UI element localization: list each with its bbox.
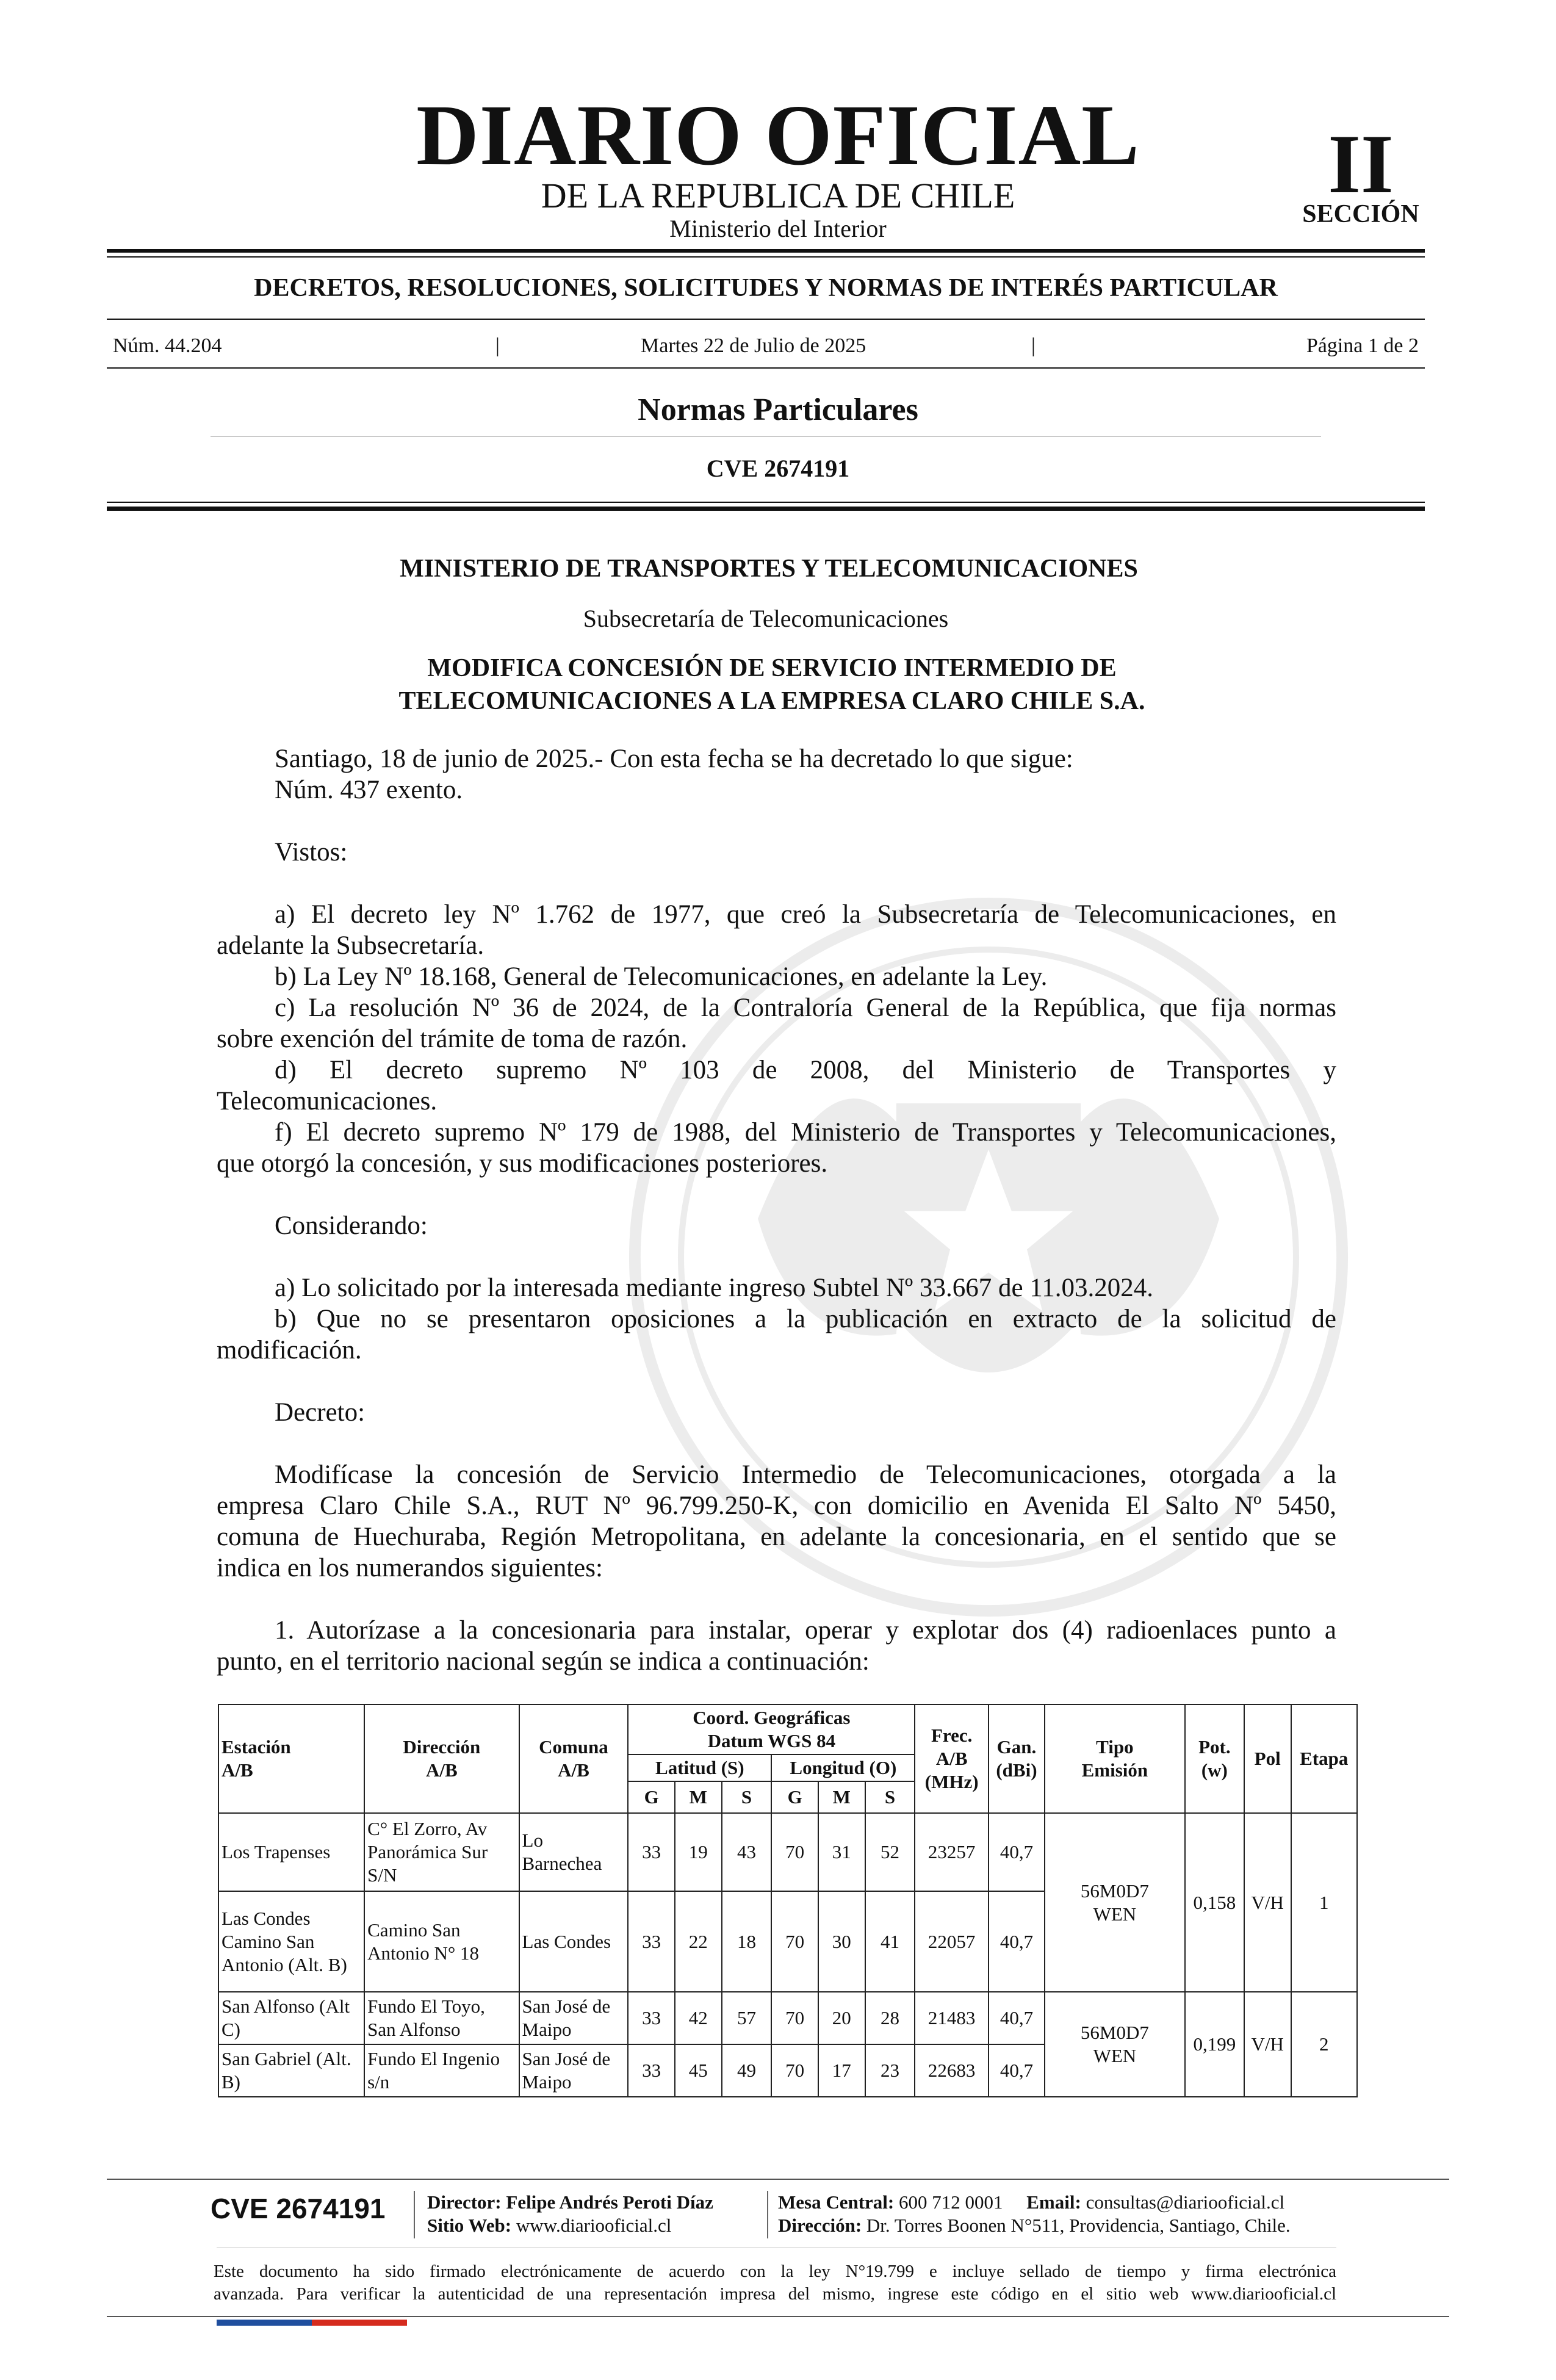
intro-line: Núm. 437 exento. (275, 776, 463, 804)
cell-lat-s: 57 (722, 1992, 772, 2044)
cell-frec: 21483 (915, 1992, 989, 2044)
footer-director-block (427, 2191, 713, 2237)
table-row (218, 1813, 1357, 1891)
director-name: Felipe Andrés Peroti Díaz (506, 2191, 713, 2213)
cell-potencia: 0,158 (1185, 1813, 1244, 1992)
cell-frec: 22683 (915, 2044, 989, 2097)
visto-c-cont: sobre exención del trámite de toma de razón. (217, 1025, 688, 1053)
decreto-line: Modifícase la concesión de Servicio Intermedio de Telecomunicaciones, otorgada a la (275, 1460, 1336, 1489)
header-estacion: Estación A/B (218, 1704, 364, 1813)
newspaper-ministry: Ministerio del Interior (669, 215, 887, 242)
masthead-rule-thick (107, 249, 1425, 253)
decree-body (217, 743, 1336, 1677)
mesa-value: 600 712 0001 (899, 2191, 1003, 2213)
header-latitud: Latitud (S) (628, 1754, 771, 1781)
address-value: Dr. Torres Boonen N°511, Providencia, Santiago, Chile. (866, 2215, 1291, 2236)
header-pol: Pol (1244, 1704, 1291, 1813)
mesa-label: Mesa Central: (778, 2191, 895, 2213)
decreto-heading: Decreto: (275, 1398, 366, 1427)
radiolink-table (218, 1704, 1358, 2097)
footer-bottom-rule (107, 2316, 1449, 2317)
director-label: Director: (427, 2191, 502, 2213)
newspaper-title: DIARIO OFICIAL (416, 87, 1140, 183)
issue-bar (113, 334, 1419, 359)
visto-f-cont: que otorgó la concesión, y sus modificaciones posteriores. (217, 1149, 828, 1178)
cve-code: CVE 2674191 (706, 455, 850, 482)
cell-etapa: 2 (1291, 1992, 1357, 2097)
cell-lat-m: 22 (675, 1891, 722, 1992)
header-g: G (771, 1781, 818, 1813)
cell-lon-g: 70 (771, 1813, 818, 1891)
legal-notice (214, 2260, 1336, 2306)
cell-lat-g: 33 (628, 1813, 675, 1891)
header-coordinates: Coord. Geográficas Datum WGS 84 (628, 1704, 915, 1754)
page-section-title: Normas Particulares (638, 392, 918, 427)
decree-title-line: TELECOMUNICACIONES A LA EMPRESA CLARO CHILE S.A. (398, 687, 1145, 715)
decreto-line: empresa Claro Chile S.A., RUT Nº 96.799.250-K, con domicilio en Avenida El Salto Nº 5450, (217, 1491, 1336, 1520)
cell-lon-g: 70 (771, 1992, 818, 2044)
cell-direccion: C° El Zorro, Av Panorámica Sur S/N (364, 1813, 519, 1891)
category-heading: DECRETOS, RESOLUCIONES, SOLICITUDES Y NORMAS DE INTERÉS PARTICULAR (254, 274, 1278, 302)
header-ganancia: Gan. (dBi) (989, 1704, 1045, 1813)
cell-lat-m: 45 (675, 2044, 722, 2097)
content-rule-thick (107, 507, 1425, 511)
web-link[interactable]: www.diariooficial.cl (516, 2215, 672, 2236)
visto-b: b) La Ley Nº 18.168, General de Telecomunicaciones, en adelante la Ley. (275, 962, 1048, 991)
cell-comuna: Las Condes (519, 1891, 629, 1992)
flag-color-bar (217, 2320, 407, 2326)
item1-line: punto, en el territorio nacional según se indica a continuación: (217, 1647, 870, 1676)
cell-gan: 40,7 (989, 2044, 1045, 2097)
section-number: II (1328, 117, 1394, 211)
footer-cve-code: CVE 2674191 (211, 2193, 386, 2224)
email-link[interactable]: consultas@diariooficial.cl (1086, 2191, 1285, 2213)
flag-blue-segment (217, 2320, 312, 2326)
ministry-heading: MINISTERIO DE TRANSPORTES Y TELECOMUNICACIONES (400, 555, 1138, 583)
header-comuna: Comuna A/B (519, 1704, 629, 1813)
issue-number: Núm. 44.204 (113, 334, 222, 357)
cell-direccion: Fundo El Toyo, San Alfonso (364, 1992, 519, 2044)
cell-gan: 40,7 (989, 1813, 1045, 1891)
cell-gan: 40,7 (989, 1992, 1045, 2044)
cell-lon-s: 52 (865, 1813, 915, 1891)
cell-lon-m: 20 (818, 1992, 865, 2044)
cell-lon-g: 70 (771, 2044, 818, 2097)
cell-lat-s: 49 (722, 2044, 772, 2097)
cell-lon-s: 41 (865, 1891, 915, 1992)
legal-line: avanzada. Para verificar la autenticidad de una representación impresa del mismo, ingrese este código en el sitio web www.diariooficial.cl (214, 2284, 1336, 2304)
cell-pol: V/H (1244, 1992, 1291, 2097)
content-rule-thin (107, 502, 1425, 503)
cell-pol: V/H (1244, 1813, 1291, 1992)
cell-lat-m: 42 (675, 1992, 722, 2044)
footer-divider (767, 2191, 768, 2238)
cell-tipo-emision: 56M0D7 WEN (1045, 1813, 1185, 1992)
cell-lat-m: 19 (675, 1813, 722, 1891)
visto-f: f) El decreto supremo Nº 179 de 1988, del Ministerio de Transportes y Telecomunicaciones, (275, 1118, 1336, 1147)
considerando-a: a) Lo solicitado por la interesada mediante ingreso Subtel Nº 33.667 de 11.03.2024. (275, 1274, 1153, 1302)
considerando-b-cont: modificación. (217, 1336, 362, 1365)
cell-lat-s: 18 (722, 1891, 772, 1992)
masthead-rule-thin (107, 256, 1425, 258)
visto-c: c) La resolución Nº 36 de 2024, de la Contraloría General de la República, que fija normas (275, 993, 1336, 1022)
cell-lat-s: 43 (722, 1813, 772, 1891)
cell-comuna: Lo Barnechea (519, 1813, 629, 1891)
cell-frec: 23257 (915, 1813, 989, 1891)
flag-red-segment (312, 2320, 407, 2326)
cell-gan: 40,7 (989, 1891, 1045, 1992)
cell-lon-m: 31 (818, 1813, 865, 1891)
header-s: S (865, 1781, 915, 1813)
cell-lat-g: 33 (628, 1891, 675, 1992)
issue-separator: | (495, 334, 500, 357)
subsecretaria: Subsecretaría de Telecomunicaciones (583, 605, 949, 632)
header-frecuencia: Frec. A/B (MHz) (915, 1704, 989, 1813)
cell-direccion: Camino San Antonio N° 18 (364, 1891, 519, 1992)
footer-divider (414, 2191, 415, 2238)
cell-potencia: 0,199 (1185, 1992, 1244, 2097)
header-g: G (628, 1781, 675, 1813)
header-m: M (675, 1781, 722, 1813)
cell-lon-m: 30 (818, 1891, 865, 1992)
decreto-line: comuna de Huechuraba, Región Metropolitana, en adelante la concesionaria, en el sentido que se (217, 1523, 1336, 1551)
cell-lon-m: 17 (818, 2044, 865, 2097)
section-word: SECCIÓN (1302, 200, 1419, 228)
issue-separator: | (1031, 334, 1036, 357)
intro-line: Santiago, 18 de junio de 2025.- Con esta fecha se ha decretado lo que sigue: (275, 745, 1073, 773)
visto-a: a) El decreto ley Nº 1.762 de 1977, que creó la Subsecretaría de Telecomunicaciones, en (275, 900, 1336, 929)
issue-rule (107, 367, 1425, 369)
cell-lon-s: 28 (865, 1992, 915, 2044)
cell-estacion: Las Condes Camino San Antonio (Alt. B) (218, 1891, 364, 1992)
header-etapa: Etapa (1291, 1704, 1357, 1813)
considerando-heading: Considerando: (275, 1211, 428, 1240)
header-s: S (722, 1781, 772, 1813)
header-direccion: Dirección A/B (364, 1704, 519, 1813)
header-longitud: Longitud (O) (771, 1754, 915, 1781)
header-potencia: Pot. (w) (1185, 1704, 1244, 1813)
footer-contact-block (778, 2191, 1291, 2237)
email-label: Email: (1026, 2191, 1081, 2213)
cell-tipo-emision: 56M0D7 WEN (1045, 1992, 1185, 2097)
section-underline (211, 436, 1321, 437)
visto-a-cont: adelante la Subsecretaría. (217, 931, 484, 960)
cell-lon-g: 70 (771, 1891, 818, 1992)
cell-estacion: Los Trapenses (218, 1813, 364, 1891)
visto-d-cont: Telecomunicaciones. (217, 1087, 438, 1116)
decreto-line: indica en los numerandos siguientes: (217, 1554, 603, 1582)
cell-estacion: San Alfonso (Alt C) (218, 1992, 364, 2044)
category-rule (107, 319, 1425, 320)
header-tipo-emision: Tipo Emisión (1045, 1704, 1185, 1813)
legal-line: Este documento ha sido firmado electrónicamente de acuerdo con la ley N°19.799 e incluye sellado de tiempo y firma electrónica (214, 2262, 1336, 2281)
visto-d: d) El decreto supremo Nº 103 de 2008, del Ministerio de Transportes y (275, 1056, 1336, 1084)
cell-etapa: 1 (1291, 1813, 1357, 1992)
decree-title (244, 652, 1300, 718)
header-m: M (818, 1781, 865, 1813)
cell-frec: 22057 (915, 1891, 989, 1992)
issue-date: Martes 22 de Julio de 2025 (641, 334, 866, 357)
web-label: Sitio Web: (427, 2215, 512, 2236)
address-label: Dirección: (778, 2215, 862, 2236)
cell-estacion: San Gabriel (Alt. B) (218, 2044, 364, 2097)
cell-lat-g: 33 (628, 2044, 675, 2097)
cell-lat-g: 33 (628, 1992, 675, 2044)
cell-direccion: Fundo El Ingenio s/n (364, 2044, 519, 2097)
footer-top-rule (107, 2179, 1449, 2180)
cell-lon-s: 23 (865, 2044, 915, 2097)
cell-comuna: San José de Maipo (519, 1992, 629, 2044)
considerando-b: b) Que no se presentaron oposiciones a la publicación en extracto de la solicitud de (275, 1305, 1336, 1333)
newspaper-subtitle: DE LA REPUBLICA DE CHILE (541, 176, 1015, 215)
cell-comuna: San José de Maipo (519, 2044, 629, 2097)
table-row (218, 1992, 1357, 2044)
item1-line: 1. Autorízase a la concesionaria para instalar, operar y explotar dos (4) radioenlaces punto a (275, 1616, 1336, 1645)
vistos-heading: Vistos: (275, 838, 348, 867)
issue-page: Página 1 de 2 (1306, 334, 1419, 357)
decree-title-line: MODIFICA CONCESIÓN DE SERVICIO INTERMEDIO DE (427, 654, 1117, 682)
